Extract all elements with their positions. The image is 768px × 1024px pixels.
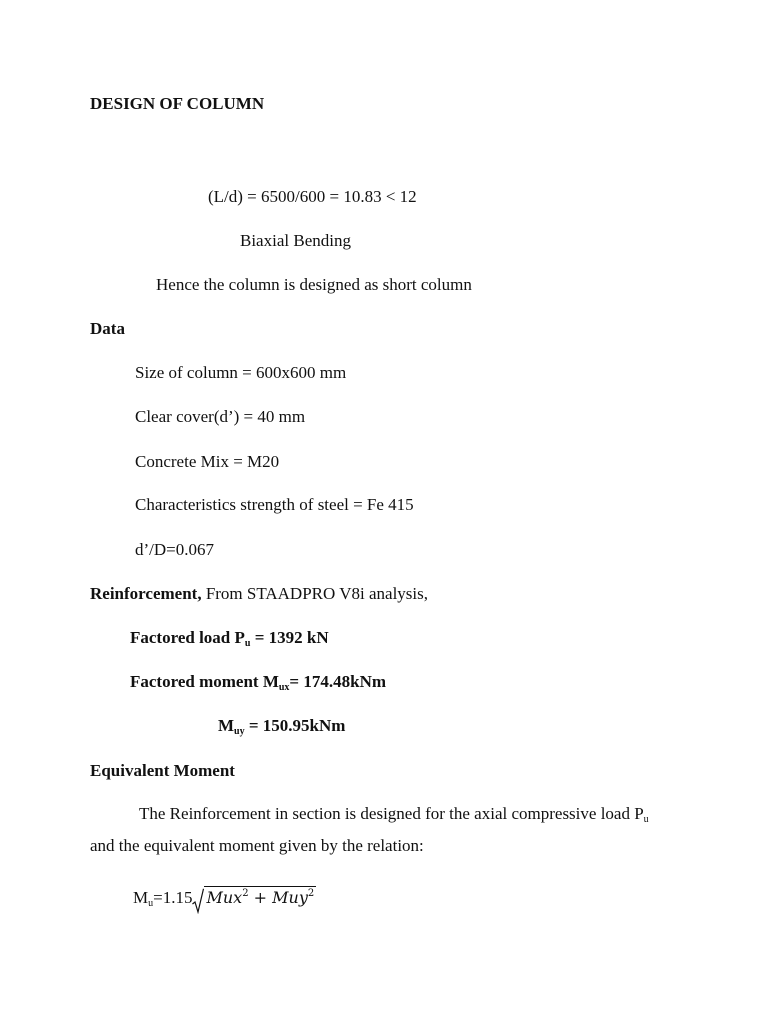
equivalent-moment-heading: Equivalent Moment [90,761,235,780]
mux-exponent: 2 [242,888,249,899]
factored-moment-mux [130,672,386,692]
muy-label: M [218,716,235,735]
data-item-ratio: d’/D=0.067 [135,540,214,559]
formula-coefficient: =1.15 [153,888,193,907]
plus-sign: + [248,888,273,907]
factored-load-subscript: u [244,638,251,649]
factored-load [130,628,329,648]
factored-load-label: Factored load P [130,628,245,647]
document-title: DESIGN OF COLUMN [90,94,265,113]
data-item-concrete: Concrete Mix = M20 [135,452,280,471]
muy-term: Muy [272,888,308,907]
formula-mu-subscript: u [148,898,154,909]
equivalent-paragraph-line1 [139,804,649,824]
mux-value: = 174.48kNm [289,672,387,691]
formula-mu: M [133,888,149,907]
data-item-size: Size of column = 600x600 mm [135,363,347,382]
equivalent-moment-formula [133,888,316,908]
bending-type: Biaxial Bending [240,231,351,250]
data-item-steel: Characteristics strength of steel = Fe 415 [135,495,414,514]
muy-exponent: 2 [307,888,315,899]
mux-term: Mux [206,888,243,907]
reinforcement-line [90,584,428,604]
pu-subscript: u [643,814,649,825]
factored-load-value: = 1392 kN [250,628,329,647]
ld-ratio-check: (L/d) = 6500/600 = 10.83 < 12 [208,187,417,206]
reinforcement-heading: Reinforcement, [90,584,202,603]
muy-subscript: uy [234,726,245,737]
mux-subscript: ux [278,682,290,693]
column-type-conclusion: Hence the column is designed as short column [156,275,472,294]
radical-sign-icon [192,888,204,914]
reinforcement-source: From STAADPRO V8i analysis, [201,584,428,603]
data-item-cover: Clear cover(d’) = 40 mm [135,407,306,426]
data-heading: Data [90,319,125,338]
factored-moment-label: Factored moment M [130,672,279,691]
equivalent-paragraph-line2: and the equivalent moment given by the relation: [90,836,424,855]
square-root [192,888,316,908]
muy-value: = 150.95kNm [244,716,346,735]
paragraph-text: The Reinforcement in section is designed for the axial compressive load P [139,804,644,823]
radicand [204,886,316,908]
factored-moment-muy [218,716,345,736]
